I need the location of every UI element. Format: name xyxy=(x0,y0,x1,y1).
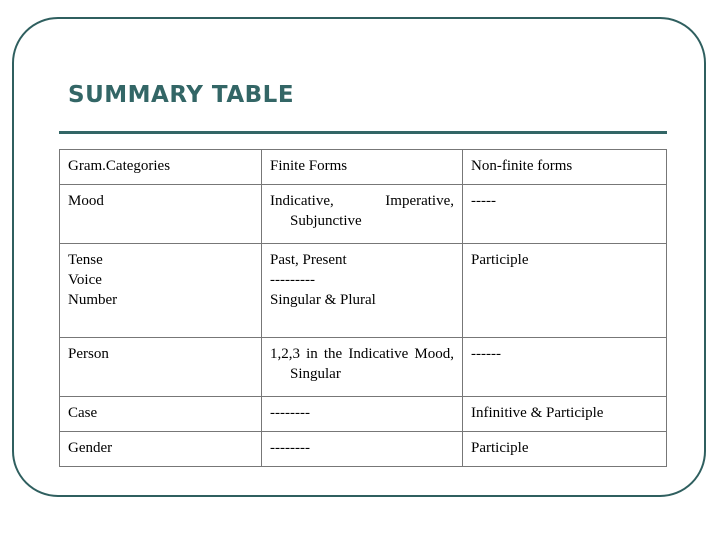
category-text: Tense xyxy=(68,252,103,268)
table-header-row xyxy=(60,150,667,185)
finite-text: -------- xyxy=(270,440,310,456)
slide-title: SUMMARY TABLE xyxy=(68,82,295,108)
cell-category xyxy=(60,244,262,338)
cell-finite xyxy=(262,185,463,244)
cell-finite xyxy=(262,338,463,397)
finite-text: -------- xyxy=(270,405,310,421)
cell-nonfinite: ------ xyxy=(463,338,667,397)
cell-nonfinite: Participle xyxy=(463,432,667,467)
finite-text: --------- xyxy=(270,272,315,288)
table-row-person xyxy=(60,338,667,397)
table-row-mood xyxy=(60,185,667,244)
cell-category xyxy=(60,185,262,244)
cell-nonfinite: Participle xyxy=(463,244,667,338)
table-row-gender xyxy=(60,432,667,467)
header-cell-finite-forms: Finite Forms xyxy=(262,150,463,185)
finite-text: Singular & Plural xyxy=(270,292,376,308)
header-cell-categories: Gram.Categories xyxy=(60,150,262,185)
summary-table xyxy=(59,149,667,467)
table-row-case xyxy=(60,397,667,432)
cell-nonfinite: Infinitive & Participle xyxy=(463,397,667,432)
category-text: Person xyxy=(68,346,109,362)
cell-category xyxy=(60,397,262,432)
finite-text: Indicative, Imperative, Subjunctive xyxy=(270,193,454,229)
category-text: Gender xyxy=(68,440,113,456)
cell-finite xyxy=(262,432,463,467)
cell-finite xyxy=(262,244,463,338)
title-underline xyxy=(59,131,667,134)
header-cell-nonfinite-forms: Non-finite forms xyxy=(463,150,667,185)
category-text: Mood xyxy=(68,193,104,209)
cell-category xyxy=(60,338,262,397)
category-text: Case xyxy=(68,405,98,421)
category-text: Voice xyxy=(68,272,102,288)
finite-text: 1,2,3 in the Indicative Mood, Singular xyxy=(270,346,454,382)
finite-text: Past, Present xyxy=(270,252,347,268)
cell-finite xyxy=(262,397,463,432)
cell-category xyxy=(60,432,262,467)
table-row-tense-voice-number xyxy=(60,244,667,338)
cell-nonfinite: ----- xyxy=(463,185,667,244)
category-text: Number xyxy=(68,292,118,308)
